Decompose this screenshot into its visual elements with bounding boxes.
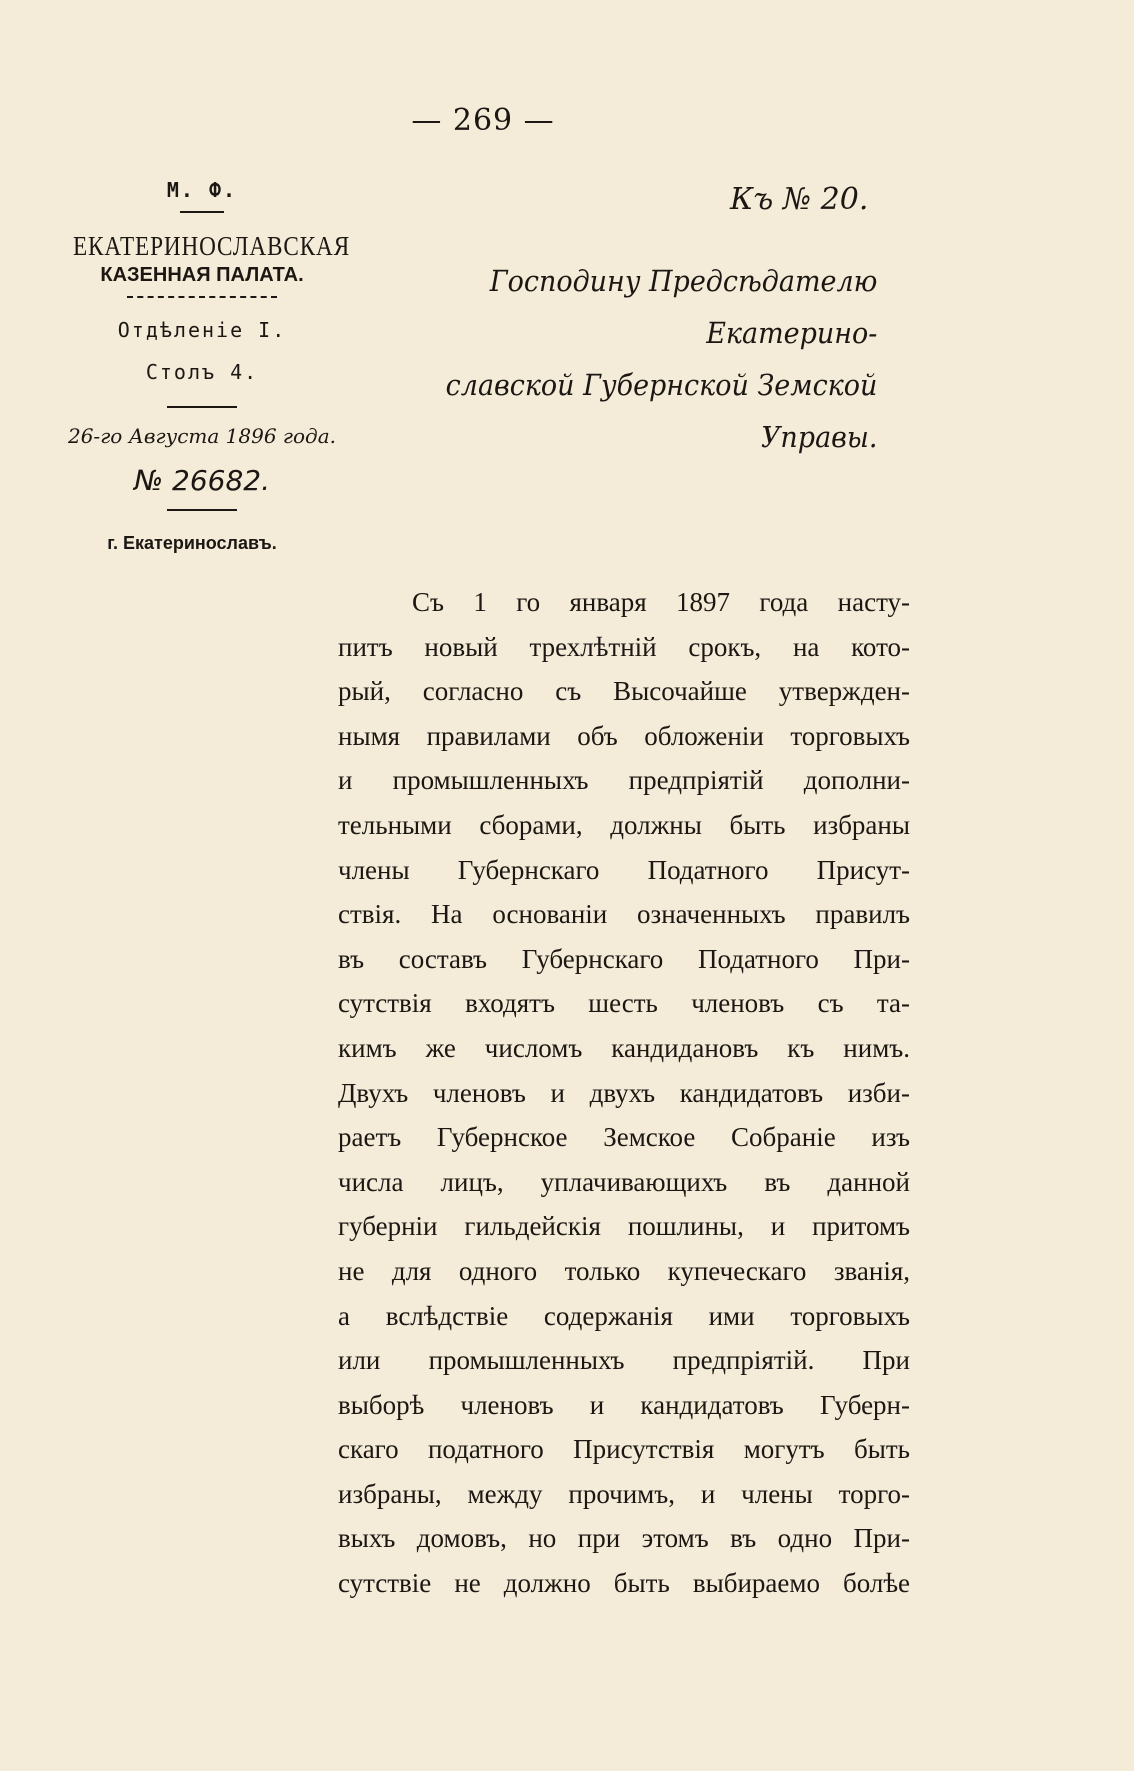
body-line: ствія. На основаніи означенныхъ правилъ <box>338 899 910 930</box>
body-line: губерніи гильдейскія пошлины, и притомъ <box>338 1211 910 1242</box>
office-name: КАЗЕННАЯ ПАЛАТА. <box>100 264 304 286</box>
body-line: члены Губернскаго Податного Присут- <box>338 854 910 885</box>
body-line: избраны, между прочимъ, и члены торго- <box>338 1478 910 1509</box>
body-line: Двухъ членовъ и двухъ кандидатовъ изби- <box>338 1077 910 1108</box>
letter-number: № 26682. <box>134 464 270 497</box>
reference-number: Къ № 20. <box>730 182 869 217</box>
body-line: не для одного только купеческаго званія, <box>338 1255 910 1286</box>
table-label: Столъ 4. <box>145 360 259 384</box>
body-line: или промышленныхъ предпріятій. При <box>338 1345 910 1376</box>
letter-body <box>338 580 910 1606</box>
body-line: нымя правилами объ обложеніи торговыхъ <box>338 720 910 751</box>
divider <box>127 296 277 298</box>
body-line: а вслѣдствіе содержанія ими торговыхъ <box>338 1300 910 1331</box>
division-label: Отдѣленіе I. <box>117 318 287 342</box>
letterhead-stamp: M. Ф. <box>166 178 238 202</box>
body-line: питъ новый трехлѣтній срокъ, на кото- <box>338 631 910 662</box>
addressee-line: славской Губернской Земской Управы. <box>445 368 878 454</box>
body-line: тельными сборами, должны быть избраны <box>338 809 910 840</box>
body-line: кимъ же числомъ кандидановъ къ нимъ. <box>338 1032 910 1063</box>
addressee-line: Господину Предсѣдателю Екатерино- <box>489 264 878 350</box>
body-line: числа лицъ, уплачивающихъ въ данной <box>338 1166 910 1197</box>
letterhead <box>52 178 352 554</box>
addressee <box>338 255 877 463</box>
page-number: — 269 — <box>411 103 555 138</box>
body-line: и промышленныхъ предпріятій дополни- <box>338 765 910 796</box>
letter-date: 26-го Августа 1896 года. <box>67 424 337 448</box>
divider <box>180 211 224 213</box>
body-line: скаго податного Присутствія могутъ быть <box>338 1434 910 1465</box>
divider <box>167 406 237 408</box>
body-line: сутствіе не должно быть выбираемо болѣе <box>338 1568 910 1599</box>
body-line: рый, согласно съ Высочайше утвержден- <box>338 676 910 707</box>
body-line: раетъ Губернское Земское Собраніе изъ <box>338 1122 910 1153</box>
body-line: сутствія входятъ шесть членовъ съ та- <box>338 988 910 1019</box>
body-line: выборѣ членовъ и кандидатовъ Губерн- <box>338 1389 910 1420</box>
body-line: въ составъ Губернскаго Податного При- <box>338 943 910 974</box>
body-line: выхъ домовъ, но при этомъ въ одно При- <box>338 1523 910 1554</box>
department-name: ЕКАТЕРИНОСЛАВСКАЯ <box>73 231 351 261</box>
body-line: Съ 1 го января 1897 года насту- <box>412 587 910 617</box>
divider <box>167 509 237 511</box>
city-label: г. Екатеринославъ. <box>107 533 277 553</box>
